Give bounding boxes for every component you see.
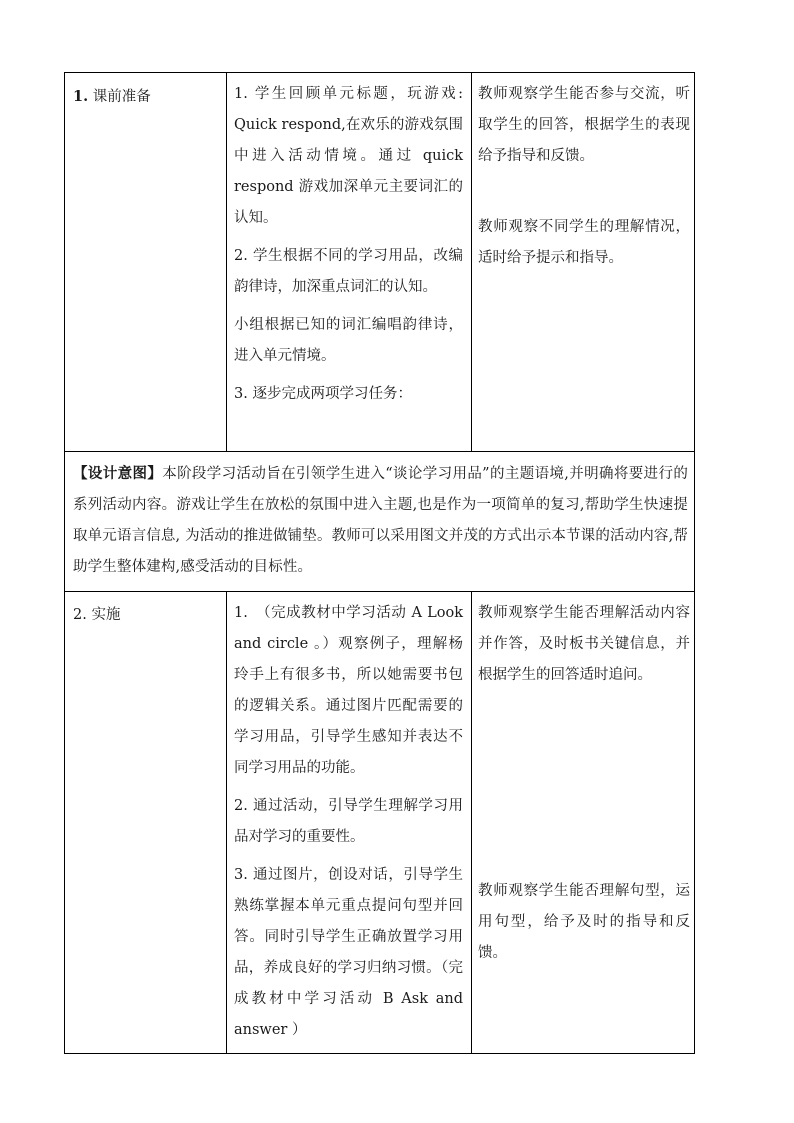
design-intent-cell [65, 452, 695, 592]
activity-item: 小组根据已知的词汇编唱韵律诗，进入单元情境。 [234, 317, 463, 364]
table-row-implementation [65, 592, 695, 1054]
stage-number: 1. [73, 88, 89, 105]
table-row-preparation [65, 73, 695, 452]
activity-item: 3. 逐步完成两项学习任务： [234, 386, 412, 402]
activity-item: 2. 学生根据不同的学习用品，改编韵律诗，加深重点词汇的认知。 [234, 248, 463, 295]
assessment-cell [472, 73, 695, 452]
table-row-design-intent [65, 452, 695, 592]
stage-label: 2. 实施 [73, 607, 121, 623]
assessment-item: 教师观察学生能否理解活动内容并作答，及时板书关键信息，并根据学生的回答适时追问。 [478, 605, 690, 683]
activities-cell [227, 592, 472, 1054]
activity-item: 1. 学生回顾单元标题，玩游戏: Quick respond,在欢乐的游戏氛围中进入活动情境。通过 quick respond 游戏加深单元主要词汇的认知。 [234, 86, 463, 226]
design-intent-text: 本阶段学习活动旨在引领学生进入“谈论学习用品”的主题语境,并明确将要进行的系列活动内容。游戏让学生在放松的氛围中进入主题,也是作为一项简单的复习,帮助学生快速提取单元语言信息, 为活动的推进做铺垫。教师可以采用图文并茂的方式出示本节课的活动内容,帮助学生整体建构,感受活动的目标性。 [73, 466, 688, 575]
assessment-item: 教师观察学生能否理解句型，运用句型，给予及时的指导和反馈。 [478, 883, 690, 961]
stage-cell [65, 73, 227, 452]
assessment-item: 教师观察学生能否参与交流，听取学生的回答，根据学生的表现给予指导和反馈。 [478, 86, 690, 164]
stage-cell [65, 592, 227, 1054]
design-intent-tag: 【设计意图】 [73, 465, 163, 482]
activity-item: 1. （完成教材中学习活动 A Look and circle 。）观察例子，理解杨玲手上有很多书，所以她需要书包的逻辑关系。通过图片匹配需要的学习用品，引导学生感知并表达不同学习用品的功能。 [234, 605, 463, 776]
lesson-plan-table [64, 72, 695, 1054]
activity-item: 2. 通过活动，引导学生理解学习用品对学习的重要性。 [234, 798, 463, 845]
stage-label: 课前准备 [92, 89, 151, 105]
assessment-item: 教师观察不同学生的理解情况，适时给予提示和指导。 [478, 219, 690, 266]
activities-cell [227, 73, 472, 452]
assessment-cell [472, 592, 695, 1054]
activity-item: 3. 通过图片，创设对话，引导学生熟练掌握本单元重点提问句型并回答。同时引导学生正确放置学习用品，养成良好的学习归纳习惯。（完成教材中学习活动 B Ask and answer ） [234, 867, 463, 1038]
